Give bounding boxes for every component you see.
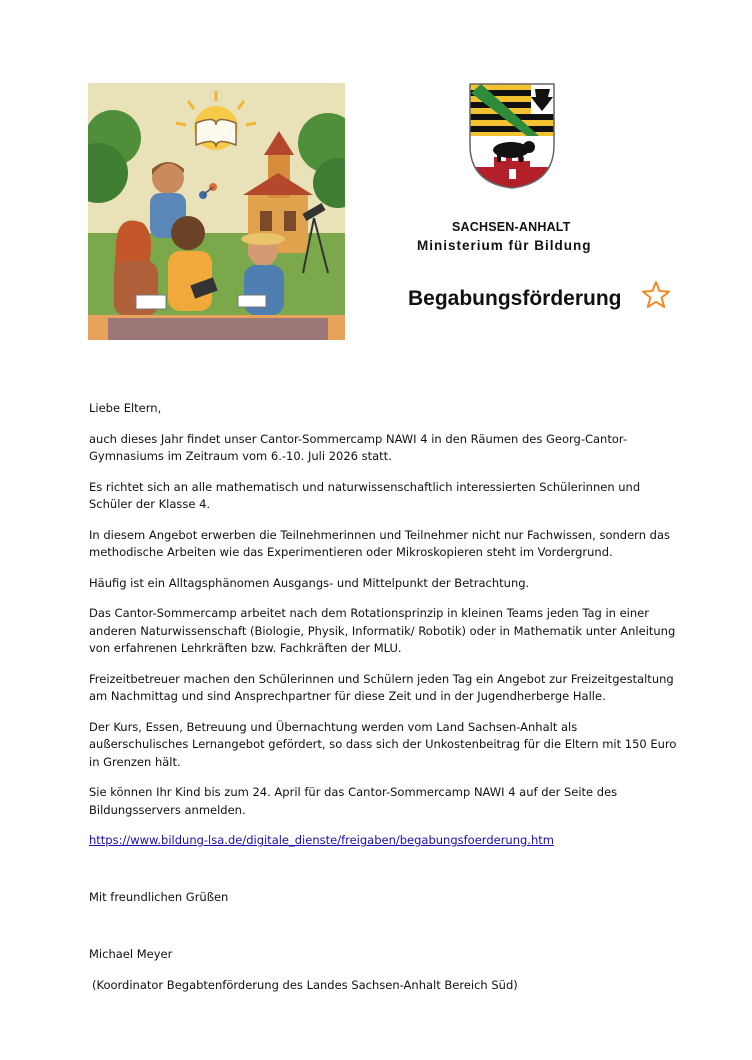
paragraph-target-group: Es richtet sich an alle mathematisch und naturwissenschaftlich interessierten Schülerinnen und Schüler der Klasse 4. xyxy=(89,479,641,511)
state-name-heading: SACHSEN-ANHALT xyxy=(452,220,571,234)
paragraph-registration: Sie können Ihr Kind bis zum 24. April für das Cantor-Sommercamp NAWI 4 auf der Seite des Bildungsservers anmelden. xyxy=(89,785,618,817)
paragraph-rotation: Das Cantor-Sommercamp arbeitet nach dem Rotationsprinzip in kleinen Teams jeden Tag in einer anderen Naturwissenschaft (Biologie, Physik, Informatik/ Robotik) oder in Mathematik unter Anleitung von erfahrenen Lehrkräften bzw. Fachkräften der MLU. xyxy=(89,606,676,655)
signer-name: Michael Meyer xyxy=(89,947,173,961)
star-icon xyxy=(641,280,671,310)
paragraph-leisure: Freizeitbetreuer machen den Schülerinnen und Schülern jeden Tag ein Angebot zur Freizeitgestaltung am Nachmittag und sind Ansprechpartner für diese Zeit und in der Jugendherberge Halle. xyxy=(89,671,674,703)
paragraph-phenomenon: Häufig ist ein Alltagsphänomen Ausgangs- und Mittelpunkt der Betrachtung. xyxy=(89,575,530,590)
program-title: Begabungsförderung xyxy=(408,287,622,310)
paragraph-methods: In diesem Angebot erwerben die Teilnehmerinnen und Teilnehmer nicht nur Fachwissen, sondern das methodische Arbeiten wie das Experimentieren oder Mikroskopieren steht im Vordergrund. xyxy=(89,527,670,559)
signer-role: (Koordinator Begabtenförderung des Landes Sachsen-Anhalt Bereich Süd) xyxy=(92,977,518,992)
ministry-name: Ministerium für Bildung xyxy=(417,238,592,253)
paragraph-funding: Der Kurs, Essen, Betreuung und Übernachtung werden vom Land Sachsen-Anhalt als außerschulisches Lernangebot gefördert, so dass sich der Unkostenbeitrag für die Eltern mit 150 Euro in Grenzen hält. xyxy=(89,719,677,769)
coat-of-arms-logo xyxy=(469,83,555,189)
paragraph-event-info: auch dieses Jahr findet unser Cantor-Sommercamp NAWI 4 in den Räumen des Georg-Cantor-Gymnasiums im Zeitraum vom 6.-10. Juli 2026 statt. xyxy=(89,431,628,463)
letter-body xyxy=(89,400,679,1007)
registration-link[interactable]: https://www.bildung-lsa.de/digitale_dienste/freigaben/begabungsfoerderung.htm xyxy=(89,833,554,847)
students-illustration xyxy=(88,83,345,340)
closing: Mit freundlichen Grüßen xyxy=(89,889,229,904)
salutation: Liebe Eltern, xyxy=(89,401,162,415)
